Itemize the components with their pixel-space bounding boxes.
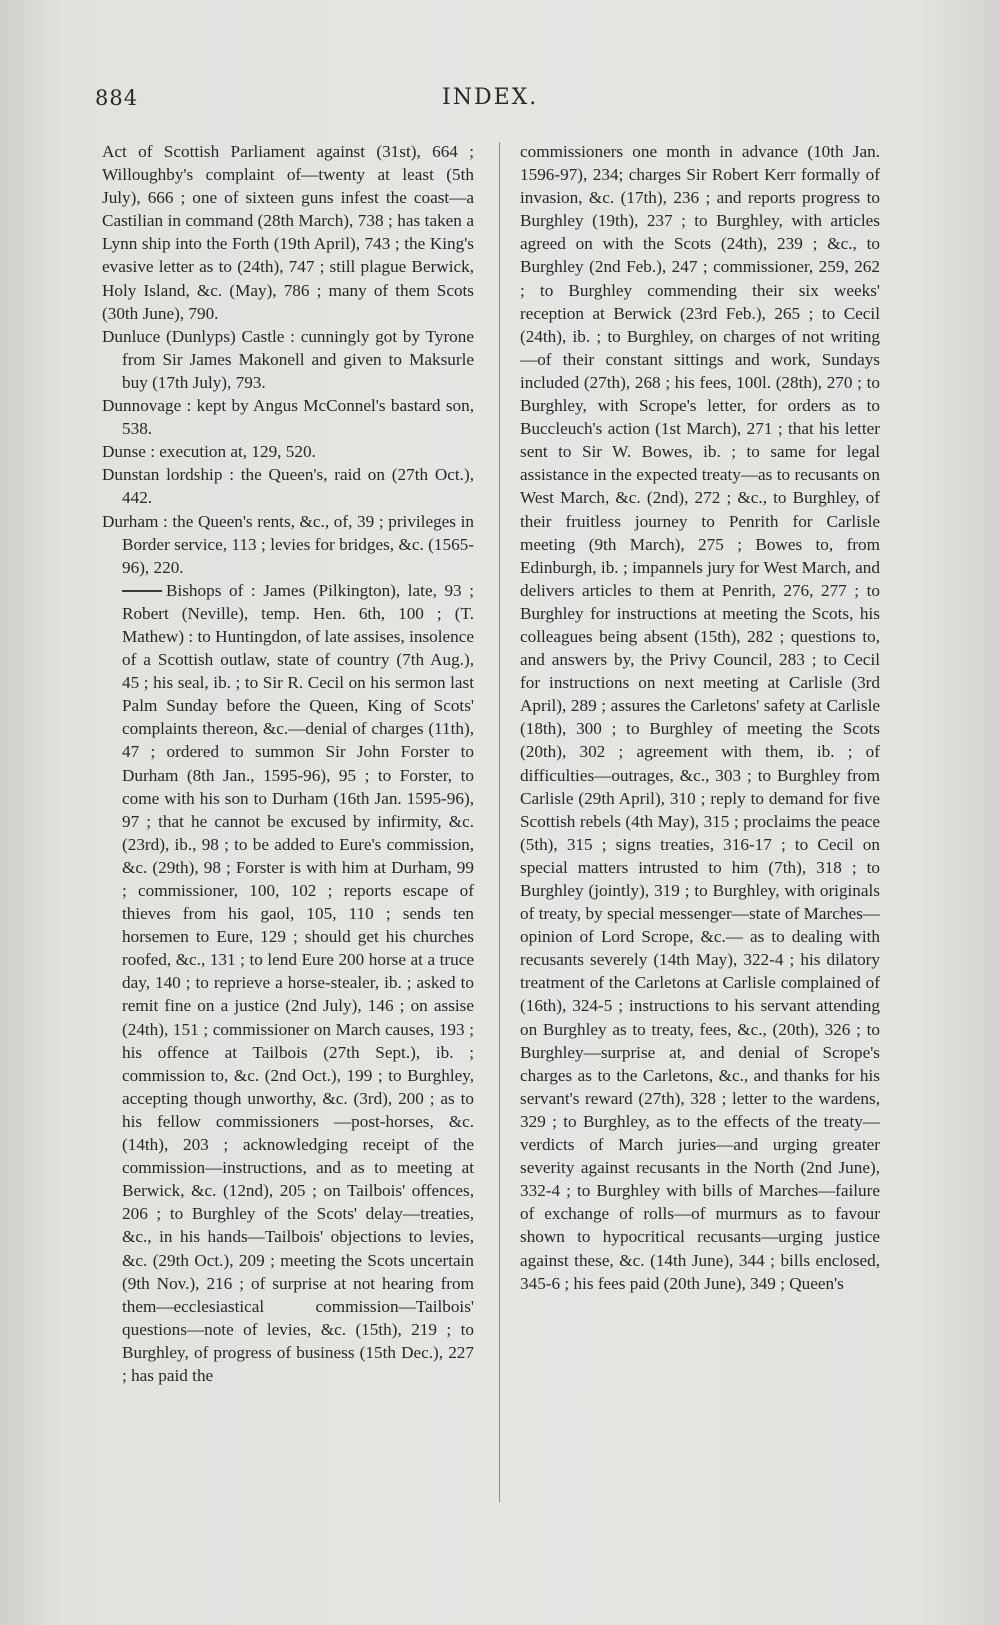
subentry-dash bbox=[122, 590, 162, 592]
page-number: 884 bbox=[95, 86, 139, 110]
subentry-text: Bishops of : James (Pilkington), late, 93 ; Robert (Neville), temp. Hen. 6th, 100 ; (T. Mathew) : to Huntingdon, of late assises, insolence of a Scottish outlaw, state of country (7th Aug.), 45 ; his seal, ib. ; to Sir R. Cecil on his sermon last Palm Sunday before the Queen, King of Scots' complaints thereon, &c.—denial of charges (11th), 47 ; ordered to summon Sir John Forster to Durham (8th Jan., 1595-96), 95 ; to Forster, to come with his son to Durham (16th Jan. 1595-96), 97 ; that he cannot be excused by infirmity, &c. (23rd), ib., 98 ; to be added to Eure's commission, &c. (29th), 98 ; Forster is with him at Durham, 99 ; commissioner, 100, 102 ; reports escape of thieves from his gaol, 105, 110 ; sends ten horsemen to Eure, 129 ; should get his churches roofed, &c., 131 ; to lend Eure 200 horse at a truce day, 140 ; to reprieve a horse-stealer, ib. ; asked to remit fine on a justice (2nd July), 146 ; on assise (24th), 151 ; commissioner on March causes, 193 ; his offence at Tailbois (27th Sept.), ib. ; commission to, &c. (2nd Oct.), 199 ; to Burghley, accepting though unworthy, &c. (3rd), 200 ; as to his fellow commissioners —post-horses, &c. (14th), 203 ; acknowledging receipt of the commission—instructions, and as to meeting at Berwick, &c. (12nd), 205 ; on Tailbois' offences, 206 ; to Burghley of the Scots' delay—treaties, &c., in his hands—Tailbois' objections to levies, &c. (29th Oct.), 209 ; meeting the Scots uncertain (9th Nov.), 216 ; of surprise at not hearing from them—ecclesiastical commission—Tailbois' questions—note of levies, &c. (15th), 219 ; to Burghley, of progress of business (15th Dec.), 227 ; has paid the bbox=[122, 580, 474, 1385]
index-entry-durham: Durham : the Queen's rents, &c., of, 39 ; privileges in Border service, 113 ; levies for bridges, &c. (1565-96), 220. bbox=[102, 511, 474, 577]
index-entry-dunluce: Dunluce (Dunlyps) Castle : cunningly got by Tyrone from Sir James Makonell and given to Maksurle buy (17th July), 793. bbox=[102, 326, 474, 392]
page-header bbox=[95, 86, 895, 122]
index-subentry-bishops bbox=[102, 579, 474, 1387]
left-column bbox=[102, 140, 474, 1387]
index-entry-dunstan: Dunstan lordship : the Queen's, raid on (27th Oct.), 442. bbox=[102, 465, 474, 508]
right-column bbox=[520, 140, 880, 1295]
running-head: INDEX. bbox=[442, 85, 539, 110]
index-entry-dunnovage: Dunnovage : kept by Angus McConnel's bastard son, 538. bbox=[102, 396, 474, 439]
index-entry-dunse: Dunse : execution at, 129, 520. bbox=[102, 442, 316, 462]
index-entry-continued: Act of Scottish Parliament against (31st), 664 ; Willoughby's complaint of—twenty at least (5th July), 666 ; one of sixteen guns infest the coast—a Castilian in command (28th March), 738 ; has taken a Lynn ship into the Forth (19th April), 743 ; the King's evasive letter as to (24th), 747 ; still plague Berwick, Holy Island, &c. (May), 786 ; many of them Scots (30th June), 790. bbox=[102, 142, 474, 323]
column-divider bbox=[499, 142, 500, 1502]
index-entry-continuation: commissioners one month in advance (10th Jan. 1596-97), 234; charges Sir Robert Kerr formally of invasion, &c. (17th), 236 ; and reports progress to Burghley (19th), 237 ; to Burghley, with articles agreed on with the Scots (24th), 239 ; &c., to Burghley (2nd Feb.), 247 ; commissioner, 259, 262 ; to Burghley commending their six weeks' reception at Berwick (23rd Feb.), 265 ; to Cecil (24th), ib. ; to Burghley, on charges of not writing—of their constant sittings and work, Sundays included (27th), 268 ; his fees, 100l. (28th), 270 ; to Burghley, with Scrope's letter, for orders as to Buccleuch's action (1st March), 271 ; that his letter sent to Sir W. Bowes, ib. ; to same for legal assistance in the expected treaty—as to recusants on West March, &c. (2nd), 272 ; &c., to Burghley, of their fruitless journey to Penrith for Carlisle meeting (9th March), 275 ; Bowes to, from Edinburgh, ib. ; impannels jury for West March, and delivers articles to them at Penrith, 276, 277 ; to Burghley for instructions at meeting the Scots, his colleagues being absent (15th), 282 ; questions to, and answers by, the Privy Council, 283 ; to Cecil for instructions on next meeting at Carlisle (3rd April), 289 ; assures the Carletons' safety at Carlisle (18th), 300 ; to Burghley of meeting the Scots (20th), 302 ; agreement with them, ib. ; of difficulties—outrages, &c., 303 ; to Burghley from Carlisle (29th April), 310 ; reply to demand for five Scottish rebels (4th May), 315 ; proclaims the peace (5th), 315 ; signs treaties, 316-17 ; to Cecil on special matters intrusted to him (7th), 318 ; to Burghley (jointly), 319 ; to Burghley, with originals of treaty, by special messenger—state of Marches—opinion of Lord Scrope, &c.— as to dealing with recusants severely (14th May), 322-4 ; his dilatory treatment of the Carletons at Carlisle complained of (16th), 324-5 ; instructions to his servant attending on Burghley as to treaty, fees, &c., (20th), 326 ; to Burghley—surprise at, and denial of Scrope's charges as to the Carletons, &c., and thanks for his servant's reward (27th), 328 ; letter to the wardens, 329 ; to Burghley, as to the effects of the treaty— verdicts of March juries—and urging greater severity against recusants in the North (2nd June), 332-4 ; to Burghley with bills of Marches—failure of exchange of rolls—of murmurs as to favour shown to hypocritical recusants—urging justice against these, &c. (14th June), 344 ; bills enclosed, 345-6 ; his fees paid (20th June), 349 ; Queen's bbox=[520, 142, 880, 1293]
